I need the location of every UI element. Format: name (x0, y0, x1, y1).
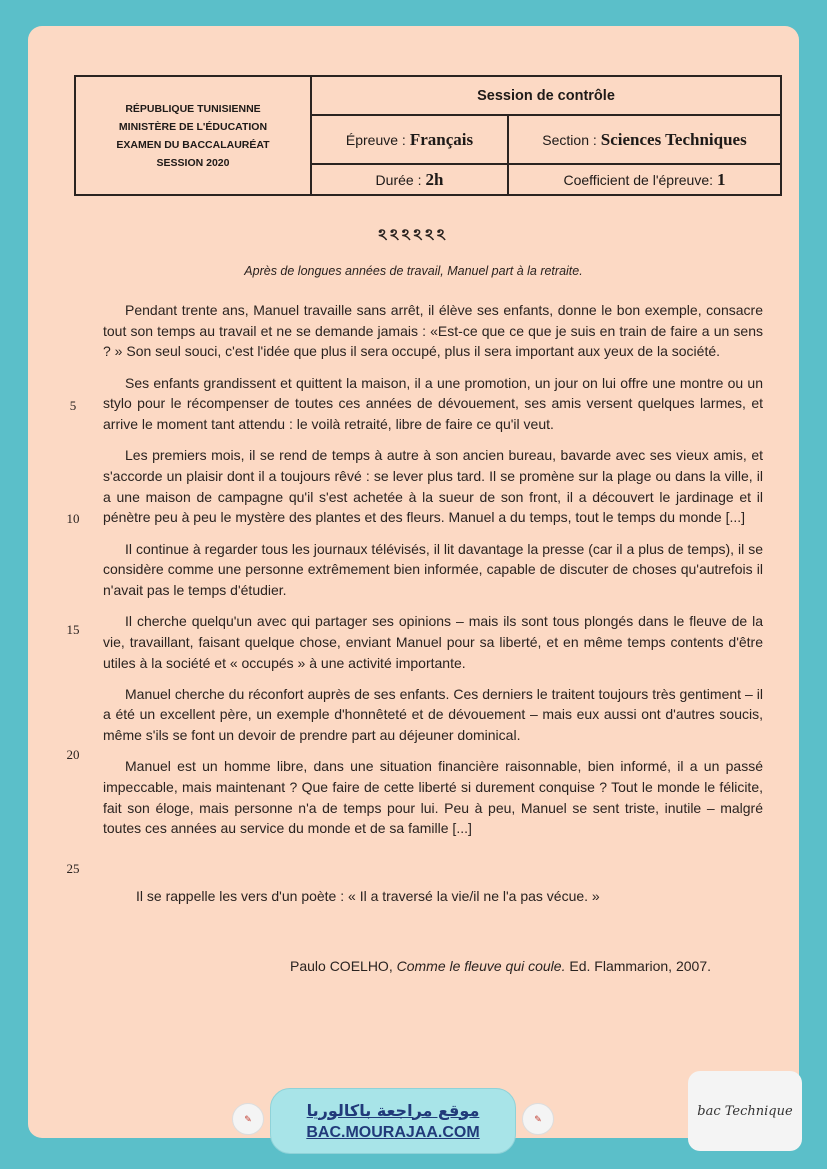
line-number: 15 (66, 622, 80, 637)
duree-value: 2h (425, 169, 444, 189)
section-value: Sciences Techniques (600, 129, 747, 149)
paragraph: Ses enfants grandissent et quittent la maison, il a une promotion, un jour on lui offre une montre ou un stylo pour le récompenser de toutes ces années de dévouement, ses amis versent quelques larmes, et arrive le moment tant attendu : le voilà retraité, libre de faire ce qu'il veut. (103, 374, 763, 433)
header-line: EXAMEN DU BACCALAURÉAT (116, 138, 270, 151)
source-author: Paulo COELHO, (290, 958, 393, 974)
paragraph: Les premiers mois, il se rend de temps à autre à son ancien bureau, bavarde avec ses vieux amis, et s'accorde un plaisir dont il a toujours rêvé : se lever plus tard. Il se promène sur la plage ou dans la ville, il a une maison de campagne qu'il s'est achetée à la sueur de son front, il a découvert le jardinage et il pénètre peu à peu le mystère des plantes et des fleurs. Manuel a du temps, tout le temps du monde [...] (103, 447, 763, 526)
duration-row (312, 165, 780, 194)
intro-text: Après de longues années de travail, Manuel part à la retraite. (244, 264, 583, 278)
line-number: 5 (69, 398, 77, 413)
epreuve-label: Épreuve : (345, 131, 406, 148)
epreuve-cell (312, 116, 509, 163)
exam-header (74, 75, 782, 196)
banner-url-link[interactable]: BAC.MOURAJAA.COM (306, 1123, 480, 1141)
site-banner[interactable] (270, 1088, 516, 1154)
exam-info (312, 77, 780, 194)
coef-label: Coefficient de l'épreuve: (563, 171, 713, 188)
header-line: MINISTÈRE DE L'ÉDUCATION (118, 120, 268, 133)
passage (103, 300, 763, 850)
section-cell (509, 116, 780, 163)
ornament-divider: ঽঽঽঽঽঽ (378, 225, 449, 244)
banner-arabic[interactable]: موقع مراجعة باكالوريا (306, 1100, 480, 1120)
header-line: SESSION 2020 (156, 156, 230, 169)
bac-technique-stamp: bac Technique (688, 1071, 802, 1151)
paragraph: Il continue à regarder tous les journaux télévisés, il lit davantage la presse (car il a plus de temps), il se considère comme une personne extrêmement bien informée, capable de discuter de choses qu'autrefois il n'avait pas le temps d'étudier. (103, 540, 763, 598)
ministry-block (76, 77, 312, 194)
poet-quote: Il se rappelle les vers d'un poète : « Il a traversé la vie/il ne l'a pas vécue. » (136, 888, 600, 904)
duree-cell (312, 165, 509, 194)
session-title: Session de contrôle (312, 77, 780, 116)
paragraph: Manuel cherche du réconfort auprès de ses enfants. Ces derniers le traitent toujours très gentiment – il a été un excellent père, un exemple d'honnêteté et de dévouement – mais eux aussi ont d'autres soucis, même s'ils se font un devoir de prendre part au déjeuner dominical. (103, 685, 763, 744)
line-number: 10 (66, 511, 80, 526)
source-publisher: Ed. Flammarion, 2007. (569, 958, 711, 974)
paragraph: Il cherche quelqu'un avec qui partager ses opinions – mais ils sont tous plongés dans le fleuve de la vie, travaillant, faisant quelque chose, enviant Manuel pour sa liberté, et en même temps contents d'être utiles à la société et « occupés » à une activité importante. (103, 613, 763, 671)
paragraph: Pendant trente ans, Manuel travaille sans arrêt, il élève ses enfants, donne le bon exemple, consacre tout son temps au travail et ne se demande jamais : «Est-ce que ce que je suis en train de faire a un sens ? » Son seul souci, c'est l'idée que plus il sera occupé, plus il sera important aux yeux de la société. (103, 302, 763, 360)
coef-cell (509, 165, 780, 194)
line-number: 25 (66, 861, 80, 876)
paragraph: Manuel est un homme libre, dans une situation financière raisonnable, bien informé, il a un passé impeccable, mais maintenant ? Que faire de cette liberté si durement conquise ? Tout le monde le félicite, fait son éloge, mais personne n'a de temps pour lui. Peu à peu, Manuel se sent triste, inutile – malgré toutes ces années au service du monde et de sa famille [...] (103, 758, 763, 837)
coef-value: 1 (717, 169, 726, 189)
line-number: 20 (66, 747, 80, 762)
site-logo-icon: ✎ (522, 1103, 554, 1135)
duree-label: Durée : (375, 171, 422, 188)
subject-row (312, 116, 780, 165)
header-line: RÉPUBLIQUE TUNISIENNE (125, 102, 261, 115)
section-label: Section : (542, 131, 597, 148)
epreuve-value: Français (409, 129, 474, 149)
source-citation (290, 958, 711, 974)
source-title: Comme le fleuve qui coule. (396, 958, 566, 974)
site-logo-icon: ✎ (232, 1103, 264, 1135)
